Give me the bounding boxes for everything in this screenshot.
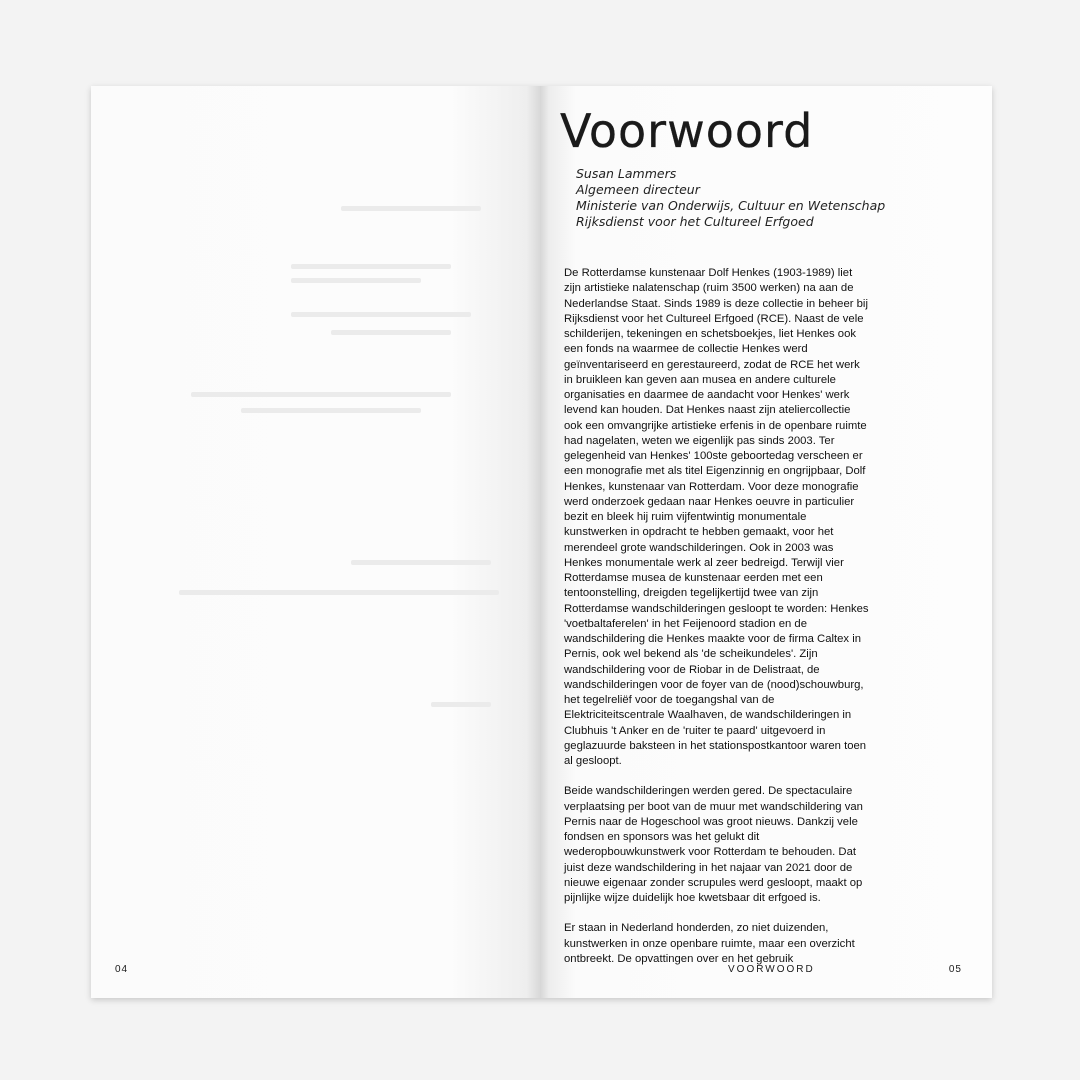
paragraph: Beide wandschilderingen werden gered. De spectaculaire verplaatsing per boot van de muur met wandschildering van Pernis naar de Hogeschool was groot nieuws. Dankzij vele fondsen en sponsors was het gelukt dit wederopbouwkunstwerk voor Rotterdam te behouden. Dat juist deze wandschildering in het najaar van 2021 door de nieuwe eigenaar zonder scrupules werd gesloopt, maakt op pijnlijke wijze duidelijk hoe kwetsbaar dit erfgoed is. [564, 785, 863, 904]
running-head: VOORWOORD [728, 964, 815, 975]
byline [576, 166, 885, 230]
show-through-mark [341, 206, 481, 211]
paragraph: Er staan in Nederland honderden, zo niet duizenden, kunstwerken in onze openbare ruimte, maar een overzicht ontbreekt. De opvattingen over en het gebruik [564, 922, 855, 965]
show-through-mark [331, 330, 451, 335]
byline-ministry: Ministerie van Onderwijs, Cultuur en Wetenschap [576, 198, 886, 213]
paragraph: De Rotterdamse kunstenaar Dolf Henkes (1903-1989) liet zijn artistieke nalatenschap (ruim 3500 werken) na aan de Nederlandse Staat. Sinds 1989 is deze collectie in beheer bij Rijksdienst voor het Cultureel Erfgoed (RCE). Naast de vele schilderijen, tekeningen en schetsboekjes, liet Henkes ook een fonds na waarmee de collectie Henkes werd geïnventariseerd en gerestaureerd, zodat de RCE het werk in bruikleen kan geven aan musea en andere culturele organisaties en daarmee de aandacht voor Henkes' werk levend kan houden. Dat Henkes naast zijn ateliercollectie ook een omvangrijke artistieke erfenis in de openbare ruimte had nagelaten, weten we eigenlijk pas sinds 2003. Ter gelegenheid van Henkes' 100ste geboortedag verscheen er een monografie met als titel Eigenzinnig en ongrijpbaar, Dolf Henkes, kunstenaar van Rotterdam. Voor deze monografie werd onderzoek gedaan naar Henkes oeuvre in particulier bezit en bleek hij ruim vijfentwintig monumentale kunstwerken in opdracht te hebben gemaakt, voor het merendeel grote wandschilderingen. Ook in 2003 was Henkes monumentale werk al zeer bedreigd. Terwijl vier Rotterdamse musea de kunstenaar eerden met een tentoonstelling, dreigden tegelijkertijd twee van zijn Rotterdamse wandschilderingen gesloopt te worden: Henkes 'voetbaltaferelen' in het Feijenoord stadion en de wandschildering die Henkes maakte voor de firma Caltex in Pernis, ook wel bekend als 'de scheikundeles'. Zijn wandschildering voor de Riobar in de Delistraat, de wandschilderingen voor de foyer van de (nood)schouwburg, het tegelreliëf voor de toegangshal van de Elektriciteitscentrale Waalhaven, de wandschilderingen in Clubhuis 't Anker en de 'ruiter te paard' uitgevoerd in geglazuurde baksteen in het stationspostkantoor waren toen al gesloopt. [564, 267, 869, 767]
show-through-mark [241, 408, 421, 413]
show-through-mark [191, 392, 451, 397]
byline-agency: Rijksdienst voor het Cultureel Erfgoed [576, 214, 814, 229]
byline-name: Susan Lammers [576, 166, 677, 181]
left-page [91, 86, 540, 998]
book-spread [91, 86, 992, 998]
show-through-mark [351, 560, 491, 565]
right-page [540, 86, 992, 998]
page-number-right: 05 [948, 964, 962, 975]
show-through-mark [431, 702, 491, 707]
page-number-left: 04 [115, 964, 129, 975]
byline-role: Algemeen directeur [576, 182, 700, 197]
body-text [564, 266, 869, 982]
show-through-mark [291, 278, 421, 283]
chapter-title: Voorwoord [560, 104, 814, 158]
show-through-mark [179, 590, 499, 595]
show-through-mark [291, 312, 471, 317]
show-through-mark [291, 264, 451, 269]
